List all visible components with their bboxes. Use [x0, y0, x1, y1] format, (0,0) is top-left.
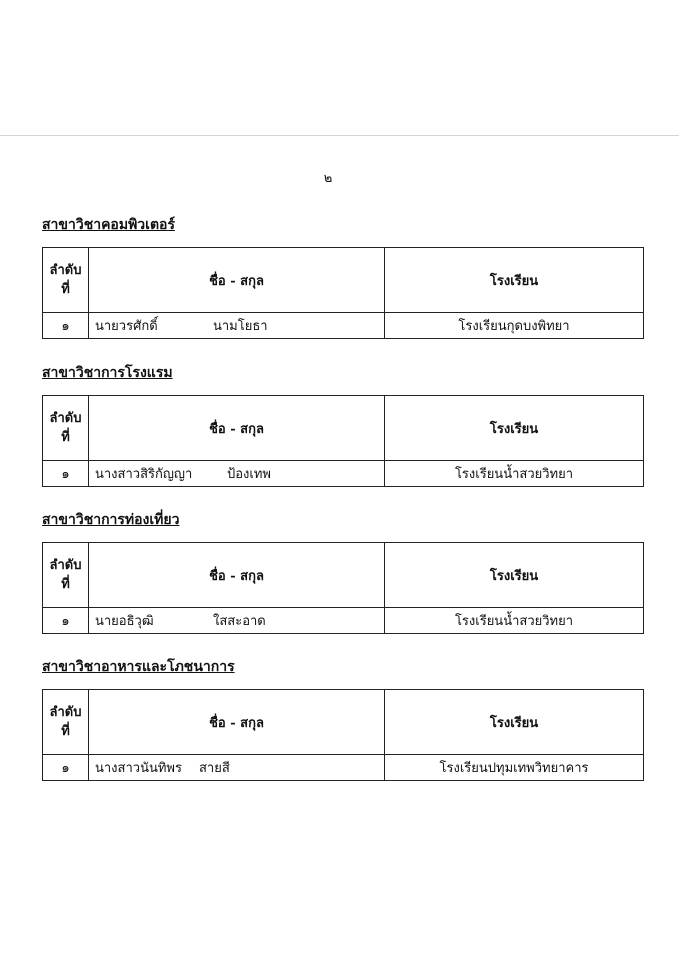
- roster-table: [42, 689, 644, 781]
- header-name: ชื่อ - สกุล: [89, 543, 385, 608]
- table-header-row: [43, 543, 644, 608]
- header-name: ชื่อ - สกุล: [89, 690, 385, 755]
- header-seq-label: ลำดับ ที่: [49, 411, 82, 445]
- header-seq: [43, 690, 89, 755]
- header-seq: [43, 543, 89, 608]
- table-row: [43, 755, 644, 781]
- row-first-name: นางสาวนันทิพร: [95, 761, 182, 776]
- top-divider: [0, 135, 679, 136]
- header-seq-label: ลำดับ ที่: [49, 558, 82, 592]
- row-school: โรงเรียนปทุมเทพวิทยาคาร: [385, 755, 644, 781]
- row-last-name: ใสสะอาด: [213, 614, 266, 629]
- header-school: โรงเรียน: [385, 690, 644, 755]
- section-title: สาขาวิชาการโรงแรม: [42, 365, 173, 381]
- row-seq: ๑: [43, 755, 89, 781]
- row-last-name: ป้องเทพ: [227, 467, 271, 482]
- row-last-name: นามโยธา: [213, 319, 268, 334]
- header-name: ชื่อ - สกุล: [89, 248, 385, 313]
- header-seq-label: ลำดับ ที่: [49, 263, 82, 297]
- row-name: [89, 608, 385, 634]
- row-first-name: นางสาวสิริกัญญา: [95, 467, 193, 482]
- row-last-name: สายสี: [199, 761, 230, 776]
- row-school: โรงเรียนกุดบงพิทยา: [385, 313, 644, 339]
- row-first-name: นายวรศักดิ์: [95, 319, 158, 334]
- row-school: โรงเรียนน้ำสวยวิทยา: [385, 608, 644, 634]
- header-seq: [43, 396, 89, 461]
- header-school: โรงเรียน: [385, 248, 644, 313]
- section-title: สาขาวิชาอาหารและโภชนาการ: [42, 659, 235, 675]
- row-name: [89, 755, 385, 781]
- row-seq: ๑: [43, 608, 89, 634]
- table-header-row: [43, 690, 644, 755]
- row-seq: ๑: [43, 461, 89, 487]
- header-school: โรงเรียน: [385, 543, 644, 608]
- header-seq-label: ลำดับ ที่: [49, 705, 82, 739]
- roster-table: [42, 542, 644, 634]
- table-row: [43, 313, 644, 339]
- table-row: [43, 461, 644, 487]
- roster-table: [42, 247, 644, 339]
- header-school: โรงเรียน: [385, 396, 644, 461]
- table-header-row: [43, 248, 644, 313]
- row-name: [89, 461, 385, 487]
- table-header-row: [43, 396, 644, 461]
- page-number: ๒: [323, 171, 333, 186]
- row-first-name: นายอธิวุฒิ: [95, 614, 154, 629]
- row-name: [89, 313, 385, 339]
- roster-table: [42, 395, 644, 487]
- table-row: [43, 608, 644, 634]
- row-school: โรงเรียนน้ำสวยวิทยา: [385, 461, 644, 487]
- header-name: ชื่อ - สกุล: [89, 396, 385, 461]
- section-title: สาขาวิชาการท่องเที่ยว: [42, 512, 180, 528]
- section-title: สาขาวิชาคอมพิวเตอร์: [42, 217, 175, 233]
- header-seq: [43, 248, 89, 313]
- row-seq: ๑: [43, 313, 89, 339]
